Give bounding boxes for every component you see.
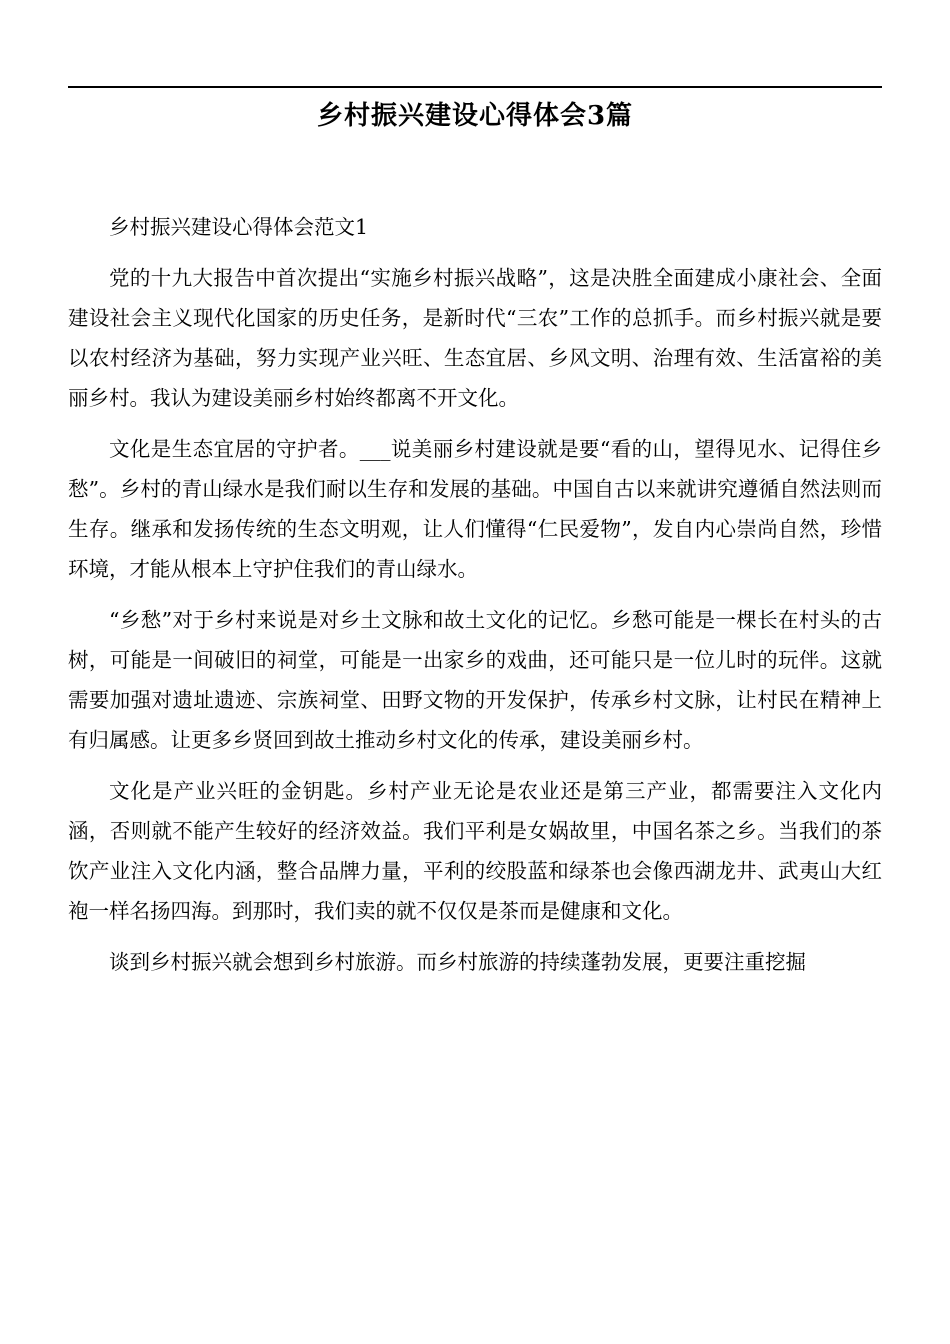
paragraph: 文化是生态宜居的守护者。___说美丽乡村建设就是要“看的山，望得见水、记得住乡愁”。乡村的青山绿水是我们耐以生存和发展的基础。中国自古以来就讲究遵循自然法则而生存。继承和发扬传统的生态文明观，让人们懂得“仁民爱物”，发自内心崇尚自然，珍惜环境，才能从根本上守护住我们的青山绿水。 xyxy=(68,437,882,581)
paragraph: 谈到乡村振兴就会想到乡村旅游。而乡村旅游的持续蓬勃发展，更要注重挖掘 xyxy=(109,950,806,974)
document-body xyxy=(68,207,882,993)
document-title: 乡村振兴建设心得体会3篇 xyxy=(316,101,634,131)
paragraph: “乡愁”对于乡村来说是对乡土文脉和故土文化的记忆。乡愁可能是一棵长在村头的古树，可能是一间破旧的祠堂，可能是一出家乡的戏曲，还可能只是一位儿时的玩伴。这就需要加强对遗址遗迹、宗族祠堂、田野文物的开发保护，传承乡村文脉，让村民在精神上有归属感。让更多乡贤回到故土推动乡村文化的传承，建设美丽乡村。 xyxy=(68,608,882,752)
paragraph: 党的十九大报告中首次提出“实施乡村振兴战略”，这是决胜全面建成小康社会、全面建设社会主义现代化国家的历史任务，是新时代“三农”工作的总抓手。而乡村振兴就是要以农村经济为基础，努力实现产业兴旺、生态宜居、乡风文明、治理有效、生活富裕的美丽乡村。我认为建设美丽乡村始终都离不开文化。 xyxy=(68,266,882,410)
paragraph: 文化是产业兴旺的金钥匙。乡村产业无论是农业还是第三产业，都需要注入文化内涵，否则就不能产生较好的经济效益。我们平利是女娲故里，中国名茶之乡。当我们的茶饮产业注入文化内涵，整合品牌力量，平利的绞股蓝和绿茶也会像西湖龙井、武夷山大红袍一样名扬四海。到那时，我们卖的就不仅仅是茶而是健康和文化。 xyxy=(68,779,882,923)
header-rule xyxy=(68,86,882,88)
section-title: 乡村振兴建设心得体会范文1 xyxy=(109,215,369,239)
